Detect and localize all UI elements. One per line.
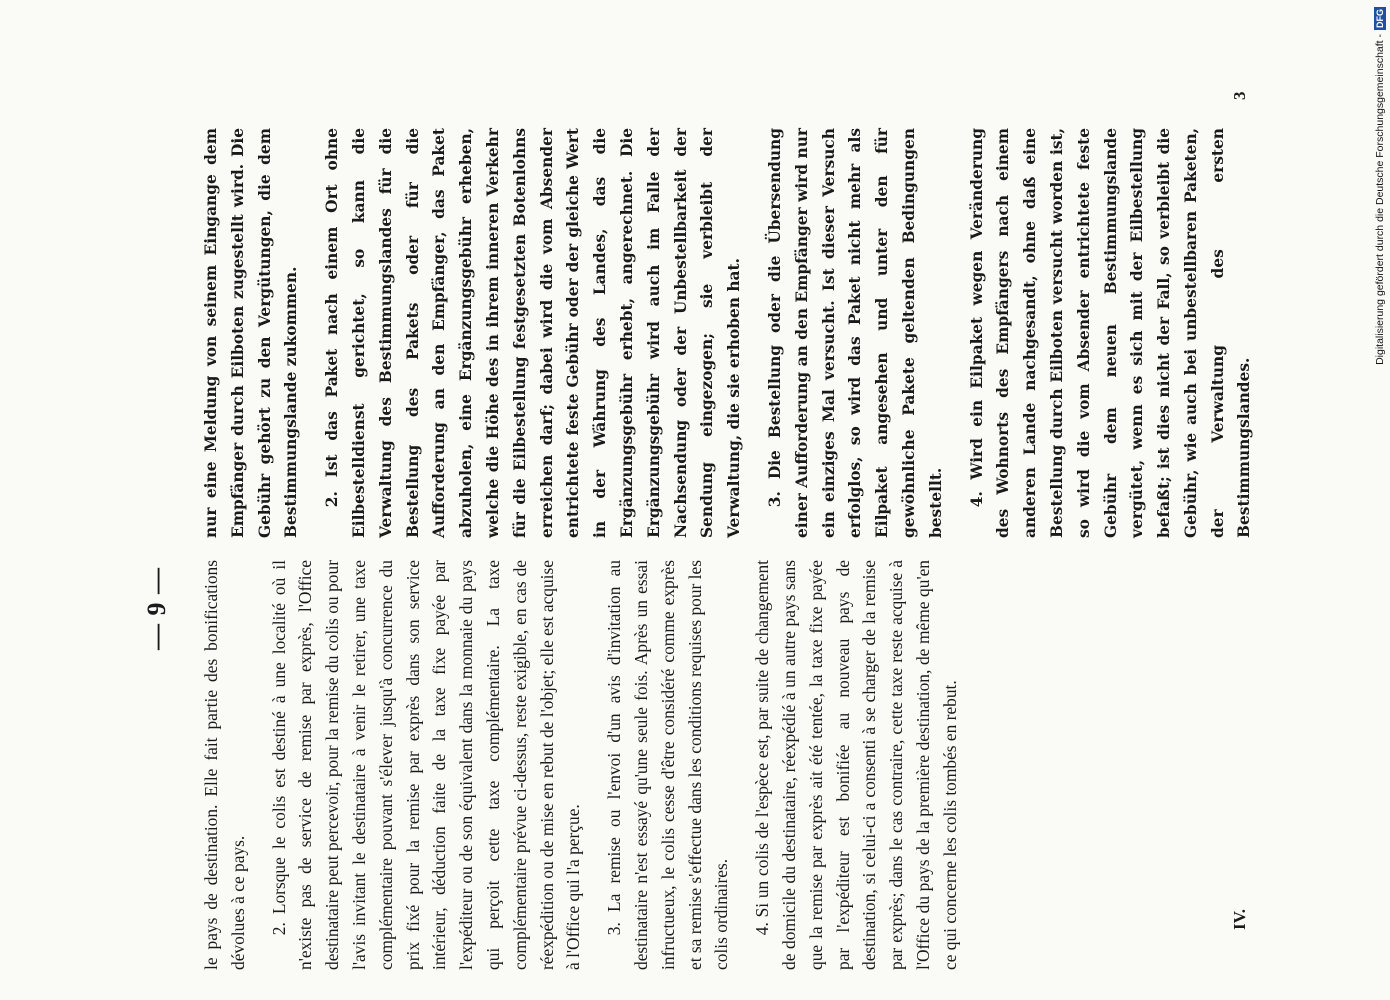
- scanned-page: [142, 91, 1256, 990]
- german-column: [198, 128, 1258, 538]
- french-paragraph-3: 3. La remise ou l'envoi d'un avis d'invitation au destinataire n'est essayé qu'une seule fois. Après un essai infructueux, le colis cesse d'être considéré comme exprès et sa remise s'effectue dans les conditions requises pour les colis ordinaires.: [604, 560, 732, 970]
- dfg-logo: DFG: [1375, 9, 1385, 28]
- signature-mark: IV.: [1230, 909, 1249, 930]
- german-paragraph-3: 3. Die Bestellung oder die Übersendung einer Aufforderung an den Empfänger wird nur ein einziges Mal versucht. Ist dieser Versuch erfolglos, so wird das Paket nicht mehr als Eilpaket angesehen und unter den für gewöhnliche Pakete geltenden Bedingungen bestellt.: [765, 128, 945, 538]
- french-paragraph-2: 2. Lorsque le colis est destiné à une localité où il n'existe pas de service de remise par exprès, l'Office destinataire peut percevoir, pour la remise du colis ou pour l'avis invitant le destinataire à venir le retirer, une taxe complémentaire pouvant s'élever jusqu'à concurrence du prix fixé pour la remise par exprès dans son service intérieur, déduction faite de la taxe fixe payée par l'expéditeur ou de son équivalent dans la monnaie du pays qui perçoit cette taxe complémentaire. La taxe complémentaire prévue ci-dessus, reste exigible, en cas de réexpédition ou de mise en rebut de l'objet; elle est acquise à l'Office qui l'a perçue.: [268, 560, 584, 970]
- digitization-credit: [1370, 7, 1390, 992]
- page-number: — 9 —: [142, 567, 171, 650]
- german-paragraph-4: 4. Wird ein Eilpaket wegen Veränderung des Wohnorts des Empfängers nach einem anderen Lande nachgesandt, ohne daß eine Bestellung durch Eilboten versucht worden ist, so wird die vom Absender entrichtete feste Gebühr dem neuen Bestimmungslande vergütet, wenn es sich mit der Eilbestellung befaßt; ist dies nicht der Fall, so verbleibt die Gebühr, wie auch bei unbestellbaren Paketen, der Verwaltung des ersten Bestimmungslandes.: [967, 128, 1254, 538]
- sheet-number: 3: [1230, 91, 1249, 100]
- credit-text: Digitalisierung gefördert durch die Deutsche Forschungsgemeinschaft -: [1374, 34, 1386, 365]
- french-column: [198, 560, 964, 970]
- german-paragraph-2: 2. Ist das Paket nach einem Ort ohne Eilbestelldienst gerichtet, so kann die Verwaltung des Bestimmungslandes für die Bestellung des Pakets oder für die Aufforderung an den Empfänger, das Paket abzuholen, eine Ergänzungsgebühr erheben, welche die Höhe des in ihrem inneren Verkehr für die Eilbestellung festgesetzten Botenlohns erreichen darf; dabei wird die vom Absender entrichtete feste Gebühr oder der gleiche Wert in der Währung des Landes, das die Ergänzungsgebühr erhebt, angerechnet. Die Ergänzungsgebühr wird auch im Falle der Nachsendung oder der Unbestellbarkeit der Sendung eingezogen; sie verbleibt der Verwaltung, die sie erhoben hat.: [323, 128, 744, 538]
- german-paragraph-1: nur eine Meldung von seinem Eingange dem Empfänger durch Eilboten zugestellt wird. Die Gebühr gehört zu den Vergütungen, die dem Bestimmungslande zukommen.: [202, 128, 301, 538]
- french-paragraph-4: 4. Si un colis de l'espèce est, par suite de changement de domicile du destinataire, réexpédié à un autre pays sans que la remise par exprès ait été tentée, la taxe fixe payée par l'expéditeur est bonifiée au nouveau pays de destination, si celui-ci a consenti à se charger de la remise par exprès; dans le cas contraire, cette taxe reste acquise à l'Office du pays de la première destination, de même qu'en ce qui concerne les colis tombés en rebut.: [752, 560, 960, 970]
- french-paragraph-1: le pays de destination. Elle fait partie des bonifications dévolues à ce pays.: [201, 560, 248, 970]
